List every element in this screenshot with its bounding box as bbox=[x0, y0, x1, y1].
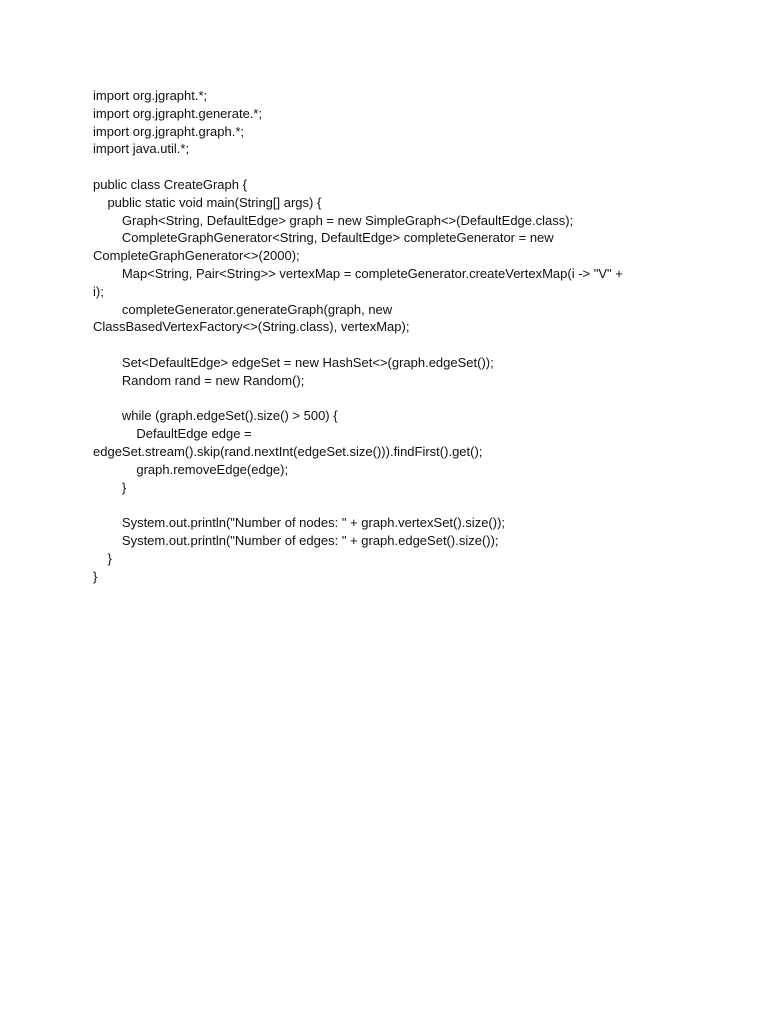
code-line: } bbox=[93, 479, 127, 495]
code-line: graph.removeEdge(edge); bbox=[93, 461, 289, 477]
code-line: import java.util.*; bbox=[93, 141, 190, 157]
code-line: edgeSet.stream().skip(rand.nextInt(edgeSet.size())).findFirst().get(); bbox=[93, 443, 483, 459]
code-line: public class CreateGraph { bbox=[93, 176, 247, 192]
code-line: ClassBasedVertexFactory<>(String.class), vertexMap); bbox=[93, 319, 410, 335]
code-line: Graph<String, DefaultEdge> graph = new SimpleGraph<>(DefaultEdge.class); bbox=[93, 212, 574, 228]
code-line: } bbox=[93, 568, 98, 584]
blank-line bbox=[93, 158, 693, 176]
code-listing bbox=[93, 87, 693, 585]
code-line: Set<DefaultEdge> edgeSet = new HashSet<>(graph.edgeSet()); bbox=[93, 354, 494, 370]
code-line: public static void main(String[] args) { bbox=[93, 194, 322, 210]
blank-line bbox=[93, 336, 693, 354]
blank-line bbox=[93, 390, 693, 408]
code-line: CompleteGraphGenerator<>(2000); bbox=[93, 248, 300, 264]
code-line: } bbox=[93, 550, 112, 566]
code-line: completeGenerator.generateGraph(graph, new bbox=[93, 301, 393, 317]
code-line: while (graph.edgeSet().size() > 500) { bbox=[93, 408, 338, 424]
code-line: System.out.println("Number of edges: " + graph.edgeSet().size()); bbox=[93, 532, 499, 548]
code-line: import org.jgrapht.generate.*; bbox=[93, 105, 263, 121]
code-line: Random rand = new Random(); bbox=[93, 372, 305, 388]
code-line: CompleteGraphGenerator<String, DefaultEdge> completeGenerator = new bbox=[93, 230, 554, 246]
blank-line bbox=[93, 496, 693, 514]
code-line: Map<String, Pair<String>> vertexMap = completeGenerator.createVertexMap(i -> "V" + bbox=[93, 265, 623, 281]
code-line: System.out.println("Number of nodes: " + graph.vertexSet().size()); bbox=[93, 515, 506, 531]
code-line: import org.jgrapht.*; bbox=[93, 88, 208, 103]
code-line: i); bbox=[93, 283, 104, 299]
code-line: import org.jgrapht.graph.*; bbox=[93, 123, 245, 139]
code-line: DefaultEdge edge = bbox=[93, 426, 252, 442]
